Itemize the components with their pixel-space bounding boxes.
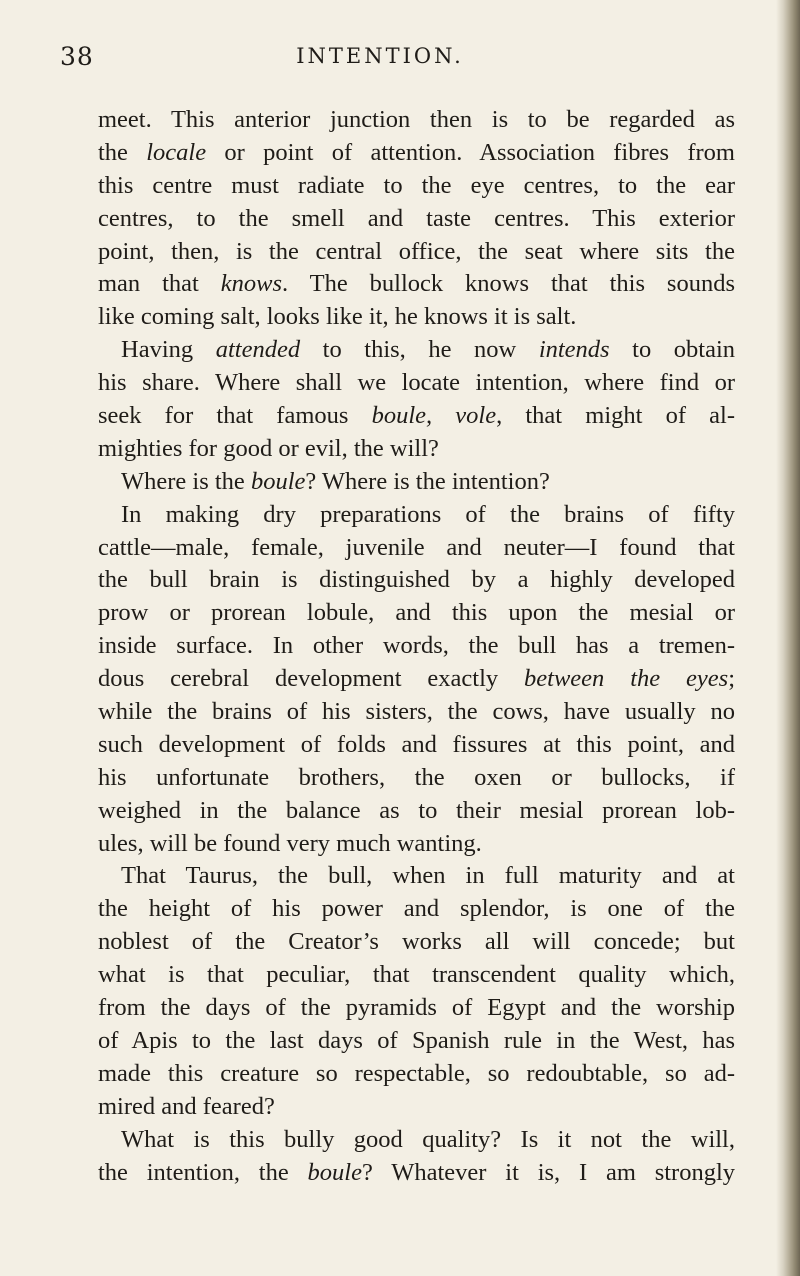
text-run: point, then, is the central office, the seat where sits the bbox=[98, 237, 735, 265]
text-line bbox=[98, 1124, 735, 1157]
text-run: this centre must radiate to the eye centres, to the ear bbox=[98, 171, 735, 199]
text-run: ? Whatever it is, I am strongly bbox=[361, 1158, 736, 1186]
text-run: . The bullock knows that this sounds bbox=[282, 270, 735, 298]
text-run: mired and feared? bbox=[98, 1092, 275, 1120]
text-run: seek for that famous bbox=[98, 402, 372, 430]
text-run: to this, he now bbox=[300, 336, 539, 364]
text-run: his share. Where shall we locate intention, where find or bbox=[98, 369, 735, 397]
text-run: inside surface. In other words, the bull has a tremen- bbox=[98, 632, 735, 660]
body-text bbox=[98, 104, 735, 1189]
italic-text-run: boule bbox=[250, 467, 306, 495]
italic-text-run: boule bbox=[307, 1158, 362, 1186]
text-line bbox=[98, 860, 735, 893]
italic-text-run: knows bbox=[220, 270, 283, 298]
text-run: noblest of the Creator’s works all will concede; but bbox=[98, 928, 735, 956]
italic-text-run: intends bbox=[538, 336, 610, 364]
text-run: , that might of al- bbox=[496, 402, 735, 430]
text-run: from the days of the pyramids of Egypt and the worship bbox=[98, 994, 735, 1022]
text-run: the height of his power and splendor, is one of the bbox=[98, 895, 735, 923]
text-line bbox=[98, 268, 735, 301]
text-line bbox=[98, 729, 735, 762]
page-number: 38 bbox=[60, 42, 94, 71]
italic-text-run: boule, vole bbox=[371, 402, 497, 430]
text-line bbox=[98, 499, 735, 532]
text-line bbox=[98, 1058, 735, 1091]
text-line bbox=[98, 564, 735, 597]
text-run: ules, will be found very much wanting. bbox=[98, 829, 482, 857]
text-line bbox=[98, 137, 735, 170]
text-line bbox=[98, 236, 735, 269]
text-run: of Apis to the last days of Spanish rule in the West, has bbox=[98, 1026, 735, 1054]
text-run: Having bbox=[121, 336, 216, 364]
text-line bbox=[98, 334, 735, 367]
text-run: such development of folds and fissures at this point, and bbox=[98, 730, 735, 758]
text-run: That Taurus, the bull, when in full maturity and at bbox=[121, 862, 735, 890]
text-line bbox=[98, 597, 735, 630]
running-title: INTENTION. bbox=[296, 44, 464, 68]
text-line bbox=[98, 762, 735, 795]
text-line bbox=[98, 367, 735, 400]
text-run: mighties for good or evil, the will? bbox=[98, 434, 439, 462]
italic-text-run: between the eyes bbox=[524, 665, 729, 693]
text-run: the intention, the bbox=[98, 1158, 308, 1186]
text-run: centres, to the smell and taste centres. This exterior bbox=[98, 204, 735, 232]
text-line bbox=[98, 203, 735, 236]
running-head bbox=[60, 42, 700, 82]
text-line bbox=[98, 992, 735, 1025]
text-line bbox=[98, 1157, 735, 1190]
text-run: man that bbox=[98, 270, 221, 298]
text-run: weighed in the balance as to their mesial prorean lob- bbox=[98, 796, 735, 824]
italic-text-run: attended bbox=[215, 336, 301, 364]
text-run: ? Where is the intention? bbox=[305, 467, 550, 495]
text-run: what is that peculiar, that transcendent quality which, bbox=[98, 961, 735, 989]
text-line bbox=[98, 1025, 735, 1058]
text-run: made this creature so respectable, so redoubtable, so ad- bbox=[98, 1059, 735, 1087]
text-line bbox=[98, 104, 735, 137]
text-run: to obtain bbox=[609, 336, 736, 364]
text-run: meet. This anterior junction then is to be regarded as bbox=[98, 106, 735, 133]
text-line bbox=[98, 696, 735, 729]
text-run: ; bbox=[728, 665, 735, 693]
text-run: or point of attention. Association fibres from bbox=[206, 138, 735, 166]
page-edge-shadow bbox=[776, 0, 800, 1276]
italic-text-run: locale bbox=[146, 138, 207, 166]
text-line bbox=[98, 170, 735, 203]
text-line bbox=[98, 433, 735, 466]
text-line bbox=[98, 959, 735, 992]
text-run: while the brains of his sisters, the cows, have usually no bbox=[98, 698, 735, 726]
text-run: In making dry preparations of the brains of fifty bbox=[121, 500, 735, 528]
text-line bbox=[98, 466, 735, 499]
text-line bbox=[98, 400, 735, 433]
text-run: like coming salt, looks like it, he knows it is salt. bbox=[98, 303, 577, 331]
text-run: the bull brain is distinguished by a highly developed bbox=[98, 566, 735, 594]
text-run: the bbox=[98, 138, 147, 166]
text-line bbox=[98, 893, 735, 926]
text-line bbox=[98, 828, 735, 861]
text-line bbox=[98, 663, 735, 696]
text-run: prow or prorean lobule, and this upon the mesial or bbox=[98, 599, 735, 627]
text-run: Where is the bbox=[121, 467, 251, 495]
text-line bbox=[98, 630, 735, 663]
text-line bbox=[98, 926, 735, 959]
text-line bbox=[98, 301, 735, 334]
text-line bbox=[98, 1091, 735, 1124]
text-line bbox=[98, 532, 735, 565]
text-run: What is this bully good quality? Is it not the will, bbox=[121, 1125, 735, 1153]
text-run: his unfortunate brothers, the oxen or bullocks, if bbox=[98, 763, 735, 791]
text-run: cattle—male, female, juvenile and neuter—I found that bbox=[98, 533, 735, 561]
text-run: dous cerebral development exactly bbox=[98, 665, 525, 693]
text-line bbox=[98, 795, 735, 828]
